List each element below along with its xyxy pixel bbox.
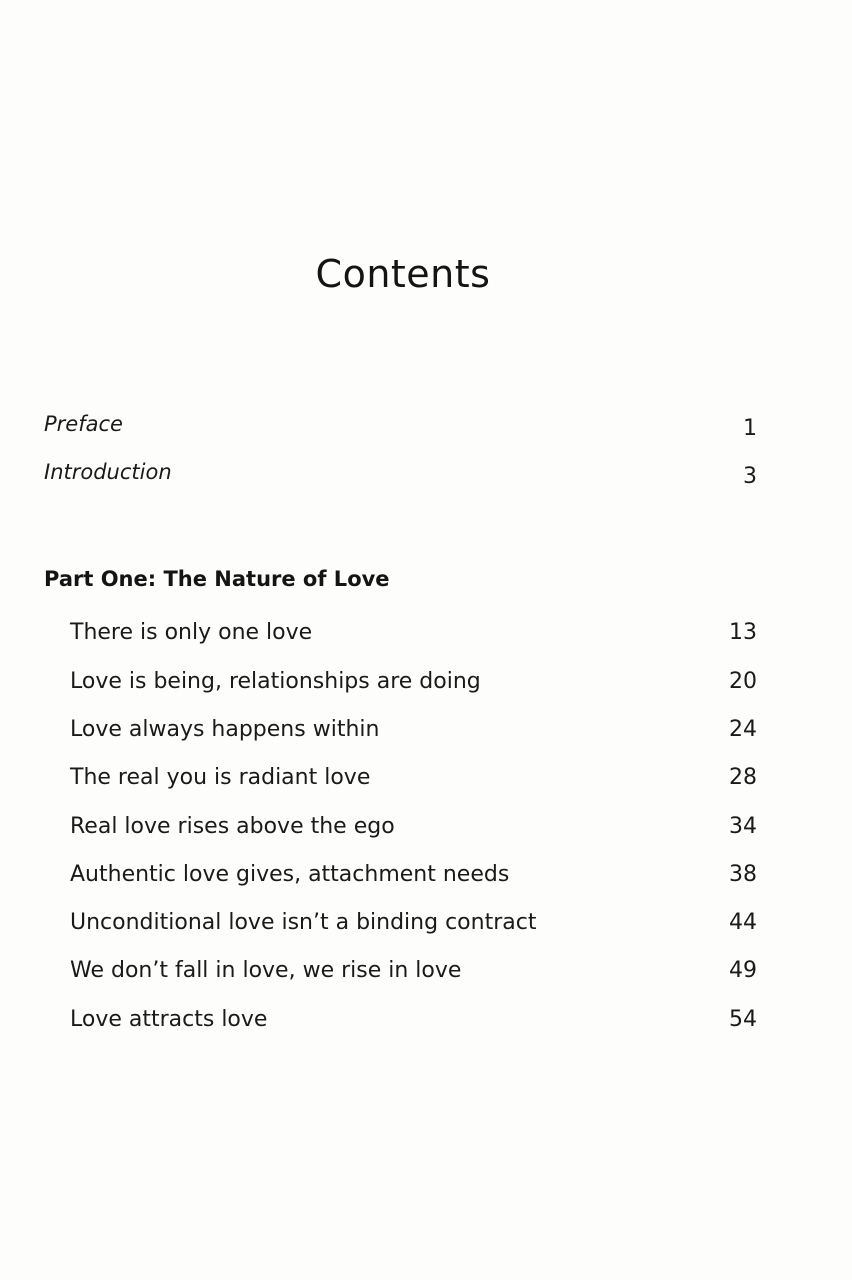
toc-entry-label: There is only one love	[70, 620, 313, 645]
part-heading: Part One: The Nature of Love	[44, 567, 390, 591]
toc-entry-label: Unconditional love isn’t a binding contract	[70, 910, 537, 935]
toc-entry-preface[interactable]	[0, 412, 852, 452]
toc-entry-label: Preface	[44, 412, 123, 436]
toc-entry-page-number: 44	[729, 910, 757, 935]
toc-entry[interactable]	[0, 862, 852, 902]
toc-entry-page-number: 54	[729, 1007, 757, 1032]
toc-entry[interactable]	[0, 814, 852, 854]
toc-entry-label: Introduction	[44, 460, 172, 484]
toc-entry-label: The real you is radiant love	[70, 765, 371, 790]
toc-entry-page-number: 24	[729, 717, 757, 742]
toc-entry-label: Real love rises above the ego	[70, 814, 395, 839]
toc-entry[interactable]	[0, 910, 852, 950]
toc-entry-label: Authentic love gives, attachment needs	[70, 862, 510, 887]
toc-entry-label: Love attracts love	[70, 1007, 268, 1032]
toc-entry-label: We don’t fall in love, we rise in love	[70, 958, 462, 983]
toc-entry[interactable]	[0, 620, 852, 660]
toc-entry-page-number: 20	[729, 669, 757, 694]
toc-entry-label: Love always happens within	[70, 717, 380, 742]
toc-entry-page-number: 1	[743, 416, 757, 441]
toc-entry-page-number: 13	[729, 620, 757, 645]
toc-entry[interactable]	[0, 765, 852, 805]
toc-entry[interactable]	[0, 1007, 852, 1047]
toc-entry-page-number: 34	[729, 814, 757, 839]
toc-entry-page-number: 3	[743, 464, 757, 489]
toc-entry-page-number: 28	[729, 765, 757, 790]
toc-entry[interactable]	[0, 958, 852, 998]
page-title: Contents	[315, 252, 491, 296]
toc-entry-label: Love is being, relationships are doing	[70, 669, 481, 694]
toc-entry-page-number: 38	[729, 862, 757, 887]
toc-entry-introduction[interactable]	[0, 460, 852, 500]
toc-entry[interactable]	[0, 717, 852, 757]
toc-entry[interactable]	[0, 669, 852, 709]
toc-entry-page-number: 49	[729, 958, 757, 983]
